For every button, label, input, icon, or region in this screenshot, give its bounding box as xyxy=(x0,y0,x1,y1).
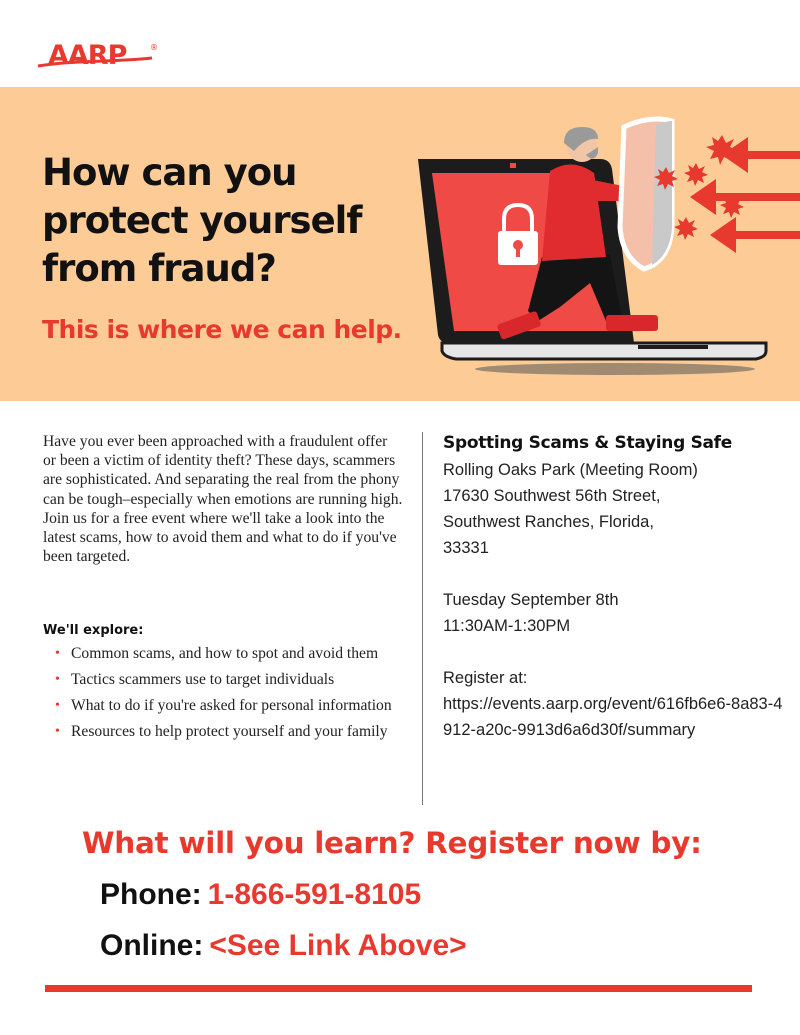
online-line xyxy=(100,929,467,963)
list-item: • Tactics scammers use to target individuals xyxy=(55,671,395,689)
spacer xyxy=(443,561,783,587)
event-date: Tuesday September 8th xyxy=(443,591,619,609)
page-title: How can you protect yourself from fraud? xyxy=(42,151,362,290)
event-zip: 33331 xyxy=(443,539,489,557)
person-shielding-laptop-from-attack-icon xyxy=(410,107,800,401)
phone-number[interactable]: 1-866-591-8105 xyxy=(207,878,422,911)
registered-mark: ® xyxy=(150,43,158,52)
event-street: 17630 Southwest 56th Street, xyxy=(443,487,661,505)
explore-heading: We'll explore: xyxy=(43,623,144,638)
logo-text: AARP xyxy=(48,40,127,71)
phone-label: Phone: xyxy=(100,878,202,911)
register-label: Register at: xyxy=(443,669,528,687)
phone-line xyxy=(100,878,421,912)
hero-banner xyxy=(0,87,800,401)
list-item: • Common scams, and how to spot and avoid them xyxy=(55,645,395,663)
event-venue: Rolling Oaks Park (Meeting Room) xyxy=(443,461,698,479)
subheadline: This is where we can help. xyxy=(42,315,402,344)
cta-heading: What will you learn? Register now by: xyxy=(82,826,702,860)
intro-paragraph: Have you ever been approached with a fraudulent offer or been a victim of identity theft? These days, scammers are sophisticated. And separating the real from the phony can be tough–especially when emotions are running high. Join us for a free event where we'll take a look into the latest scams, how to avoid them and what to do if you've been targeted. xyxy=(43,433,403,566)
event-title: Spotting Scams & Staying Safe xyxy=(443,433,733,453)
spacer xyxy=(443,639,783,665)
aarp-logo xyxy=(36,38,166,74)
event-time: 11:30AM-1:30PM xyxy=(443,617,571,635)
online-label: Online: xyxy=(100,929,204,962)
list-item: • What to do if you're asked for personal information xyxy=(55,697,395,715)
bottom-divider xyxy=(45,985,752,992)
event-details xyxy=(443,433,783,743)
register-link[interactable]: https://events.aarp.org/event/616fb6e6-8a83-4912-a20c-9913d6a6d30f/summary xyxy=(443,695,783,739)
list-item: • Resources to help protect yourself and your family xyxy=(55,723,395,741)
event-city: Southwest Ranches, Florida, xyxy=(443,513,654,531)
explore-list xyxy=(55,645,395,749)
column-divider xyxy=(422,432,423,805)
online-link[interactable]: <See Link Above> xyxy=(209,929,467,962)
